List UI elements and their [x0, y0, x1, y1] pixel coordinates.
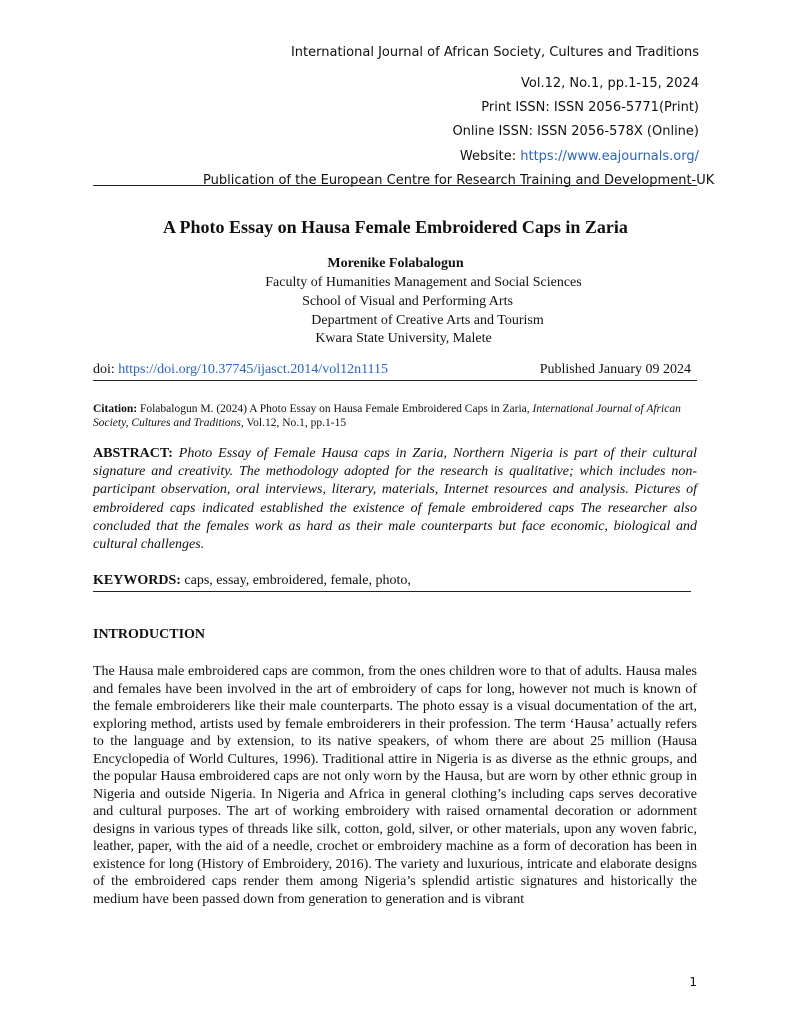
website-link[interactable]: https://www.eajournals.org/	[520, 149, 699, 164]
website-label: Website:	[459, 149, 521, 164]
print-issn: Print ISSN: ISSN 2056-5771(Print)	[481, 100, 699, 115]
affiliation-school: School of Visual and Performing Arts	[302, 294, 513, 309]
doi-divider	[93, 380, 697, 381]
citation-block	[93, 402, 697, 430]
citation-volume: , Vol.12, No.1, pp.1-15	[240, 417, 347, 429]
doi-label: doi:	[93, 362, 119, 377]
doi-link[interactable]: https://doi.org/10.37745/ijasct.2014/vol12n1115	[118, 362, 389, 377]
journal-name: International Journal of African Society, Cultures and Traditions	[290, 45, 699, 60]
doi-row	[93, 362, 697, 378]
citation-text: Folabalogun M. (2024) A Photo Essay on Hausa Female Embroidered Caps in Zaria,	[137, 403, 533, 415]
page-number: 1	[689, 975, 697, 989]
volume-info: Vol.12, No.1, pp.1-15, 2024	[521, 76, 699, 91]
affiliation-university: Kwara State University, Malete	[315, 331, 492, 346]
author-name: Morenike Folabalogun	[327, 256, 464, 271]
citation-journal: International Journal of African Society, Cultures and Traditions	[93, 403, 681, 429]
affiliation-department: Department of Creative Arts and Tourism	[311, 313, 544, 328]
header-divider	[93, 185, 697, 186]
affiliation-faculty: Faculty of Humanities Management and Social Sciences	[265, 275, 582, 290]
abstract-label: ABSTRACT:	[93, 446, 173, 461]
published-date: Published January 09 2024	[539, 362, 691, 377]
keywords-text: caps, essay, embroidered, female, photo,	[180, 573, 411, 588]
abstract-text: Photo Essay of Female Hausa caps in Zaria, Northern Nigeria is part of their cultural signature and creativity. The methodology adopted for the research is qualitative; which includes non-participant observation, oral interviews, literary, materials, Internet resources and analysis. Pictures of embroidered caps indicated established the existence of female embroidered caps The researcher also concluded that the females work as hard as their male counterparts but face economic, biological and cultural challenges.	[93, 446, 697, 553]
paper-title: A Photo Essay on Hausa Female Embroidered Caps in Zaria	[163, 217, 628, 237]
abstract-block	[93, 445, 697, 554]
keywords-block	[93, 573, 411, 589]
keywords-label: KEYWORDS:	[93, 573, 181, 588]
keywords-divider	[93, 591, 691, 592]
introduction-heading: INTRODUCTION	[93, 627, 206, 642]
publisher-line: Publication of the European Centre for Research Training and Development-UK	[203, 173, 715, 188]
online-issn: Online ISSN: ISSN 2056-578X (Online)	[452, 124, 699, 139]
website-line	[460, 149, 699, 164]
citation-label: Citation:	[93, 403, 138, 415]
introduction-paragraph: The Hausa male embroidered caps are common, from the ones children wore to that of adults. Hausa males and females have been involved in the art of embroidery of caps for long, however not much is known of the female embroiderers like their male counterparts. The photo essay is a visual documentation of the art, exploring method, artists used by female embroiderers in their profession. The term ‘Hausa’ actually refers to the language and by extension, to its native speakers, of whom there are about 25 million (Hausa Encyclopedia of World Cultures, 1996). Traditional attire in Nigeria is as diverse as the ethnic groups, and the popular Hausa embroidered caps are not only worn by the Hausa, but are worn by other ethnic group in Nigeria and outside Nigeria. In Nigeria and Africa in general clothing’s including caps serves decorative and cultural purposes. The art of working embroidery with raised ornamental decoration or adornment designs in various types of threads like silk, cotton, gold, silver, or other materials, upon any woven fabric, leather, paper, with the aid of a needle, crochet or embroidery machine as a form of decoration has been in existence for long (History of Embroidery, 2016). The variety and luxurious, intricate and elaborate designs of the embroidered caps render them among Nigeria’s splendid artistic signatures and historically the medium have been passed down from generation to generation and is vibrant	[93, 664, 697, 907]
